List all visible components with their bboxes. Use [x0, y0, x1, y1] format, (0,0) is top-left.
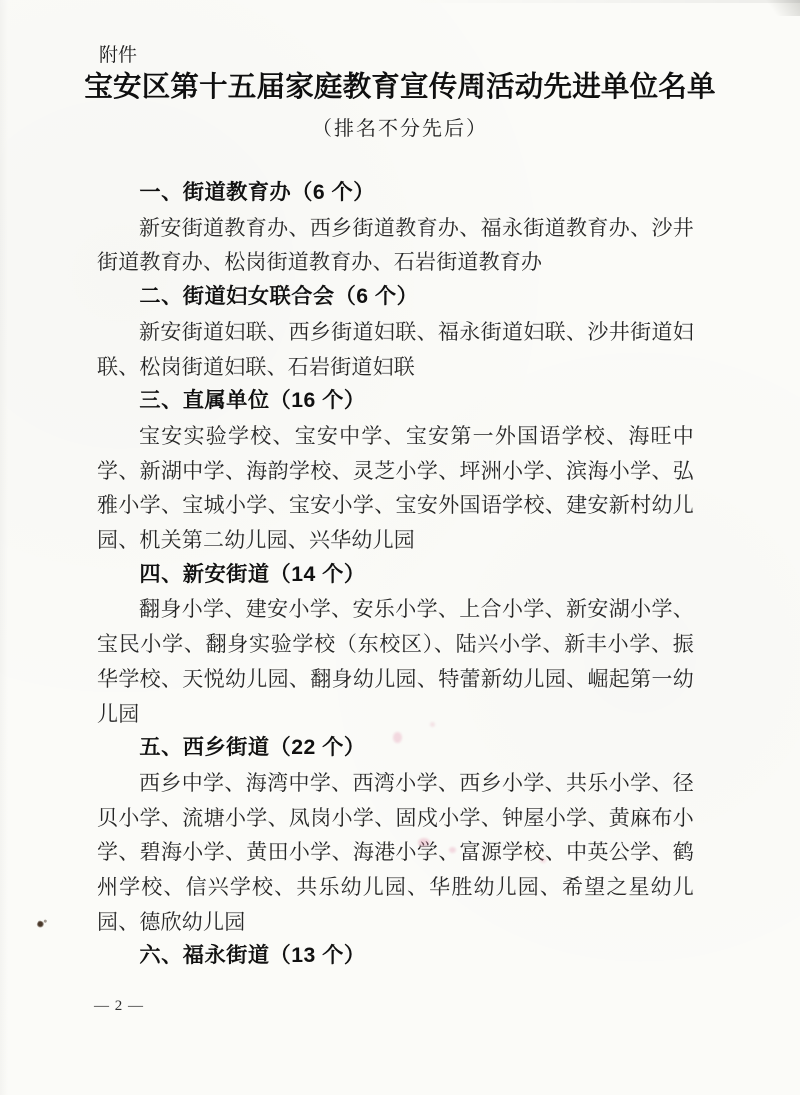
section-body-text: 新安街道妇联、西乡街道妇联、福永街道妇联、沙井街道妇联、松岗街道妇联、石岩街道妇联	[97, 319, 694, 379]
pink-scan-smudge	[540, 857, 546, 863]
section-body-text: 翻身小学、建安小学、安乐小学、上合小学、新安湖小学、宝民小学、翻身实验学校（东校区）、陆兴小学、新丰小学、振华学校、天悦幼儿园、翻身幼儿园、特蕾新幼儿园、崛起第一幼儿园	[97, 597, 694, 726]
section-heading: 三、直属单位（16 个）	[139, 389, 366, 413]
document-body	[97, 176, 694, 974]
section-heading: 二、街道妇女联合会（6 个）	[139, 285, 419, 309]
section-xinan-street	[97, 558, 694, 732]
section-street-womens-federations	[97, 280, 694, 384]
pink-scan-smudge	[393, 732, 402, 743]
section-heading: 六、福永街道（13 个）	[139, 944, 366, 968]
section-street-education-offices	[97, 176, 694, 280]
section-heading: 四、新安街道（14 个）	[139, 562, 366, 586]
section-direct-units	[97, 384, 694, 558]
scan-top-streak	[400, 0, 800, 3]
document-subtitle: （排名不分先后）	[312, 118, 488, 140]
section-xixiang-street	[97, 731, 694, 939]
section-body-text: 新安街道教育办、西乡街道教育办、福永街道教育办、沙井街道教育办、松岗街道教育办、石岩街道教育办	[97, 215, 694, 275]
document-title: 宝安区第十五届家庭教育宣传周活动先进单位名单	[84, 72, 716, 103]
pink-scan-smudge	[449, 847, 456, 853]
pink-scan-smudge	[430, 722, 435, 727]
ink-speck-artifact	[36, 920, 45, 929]
section-heading: 一、街道教育办（6 个）	[139, 181, 375, 204]
section-fuyong-street	[97, 939, 694, 974]
section-body-text: 西乡中学、海湾中学、西湾小学、西乡小学、共乐小学、径贝小学、流塘小学、凤岗小学、固戍小学、钟屋小学、黄麻布小学、碧海小学、黄田小学、海港小学、富源学校、中英公学、鹤州学校、信兴学校、共乐幼儿园、华胜幼儿园、希望之星幼儿园、德欣幼儿园	[97, 770, 694, 934]
pink-scan-smudge	[418, 838, 430, 847]
section-body-text: 宝安实验学校、宝安中学、宝安第一外国语学校、海旺中学、新湖中学、海韵学校、灵芝小学、坪洲小学、滨海小学、弘雅小学、宝城小学、宝安小学、宝安外国语学校、建安新村幼儿园、机关第二幼儿园、兴华幼儿园	[97, 423, 694, 553]
attachment-label: 附件	[99, 45, 138, 66]
page-number: — 2 —	[94, 998, 144, 1014]
section-heading: 五、西乡街道（22 个）	[139, 736, 366, 760]
pink-scan-smudge	[640, 811, 645, 816]
